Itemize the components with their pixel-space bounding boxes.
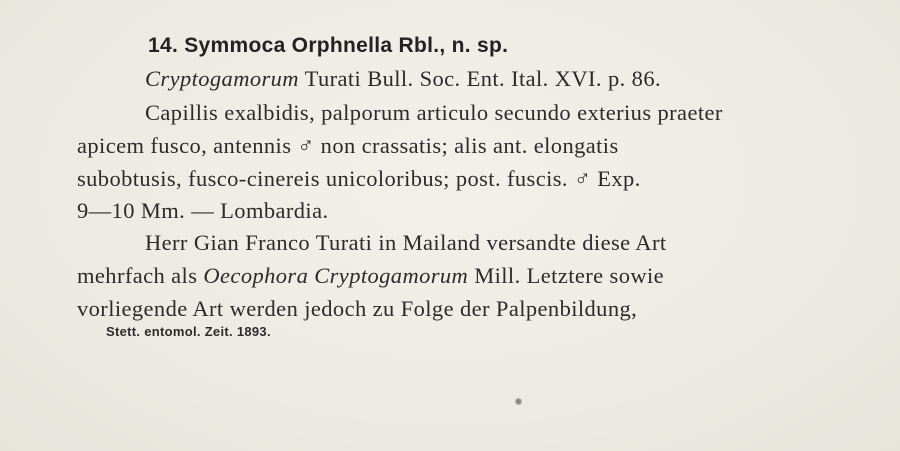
- description-line-2: apicem fusco, antennis ♂ non crassatis; alis ant. elongatis: [77, 133, 619, 158]
- paper-speck: [515, 398, 522, 405]
- description-line-3: subobtusis, fusco-cinereis unicoloribus; post. fuscis. ♂ Exp.: [77, 166, 641, 191]
- remarks-line-1: Herr Gian Franco Turati in Mailand versandte diese Art: [145, 230, 667, 255]
- remarks-italic-species: Oecophora Cryptogamorum: [203, 263, 469, 288]
- remarks-line-2-start: mehrfach als: [77, 263, 204, 288]
- remarks-line-2: [77, 263, 664, 289]
- page-footer-source: Stett. entomol. Zeit. 1893.: [106, 324, 271, 339]
- species-heading: 14. Symmoca Orphnella Rbl., n. sp.: [148, 34, 509, 57]
- remarks-line-2-end: Mill. Letztere sowie: [468, 263, 665, 288]
- literature-reference: [145, 66, 661, 92]
- reference-citation: Turati Bull. Soc. Ent. Ital. XVI. p. 86.: [298, 66, 661, 91]
- reference-species-name: Cryptogamorum: [145, 66, 299, 91]
- description-line-1: Capillis exalbidis, palporum articulo secundo exterius praeter: [145, 100, 723, 125]
- remarks-line-3: vorliegende Art werden jedoch zu Folge der Palpenbildung,: [77, 296, 638, 321]
- description-line-4: 9—10 Mm. — Lombardia.: [77, 198, 329, 223]
